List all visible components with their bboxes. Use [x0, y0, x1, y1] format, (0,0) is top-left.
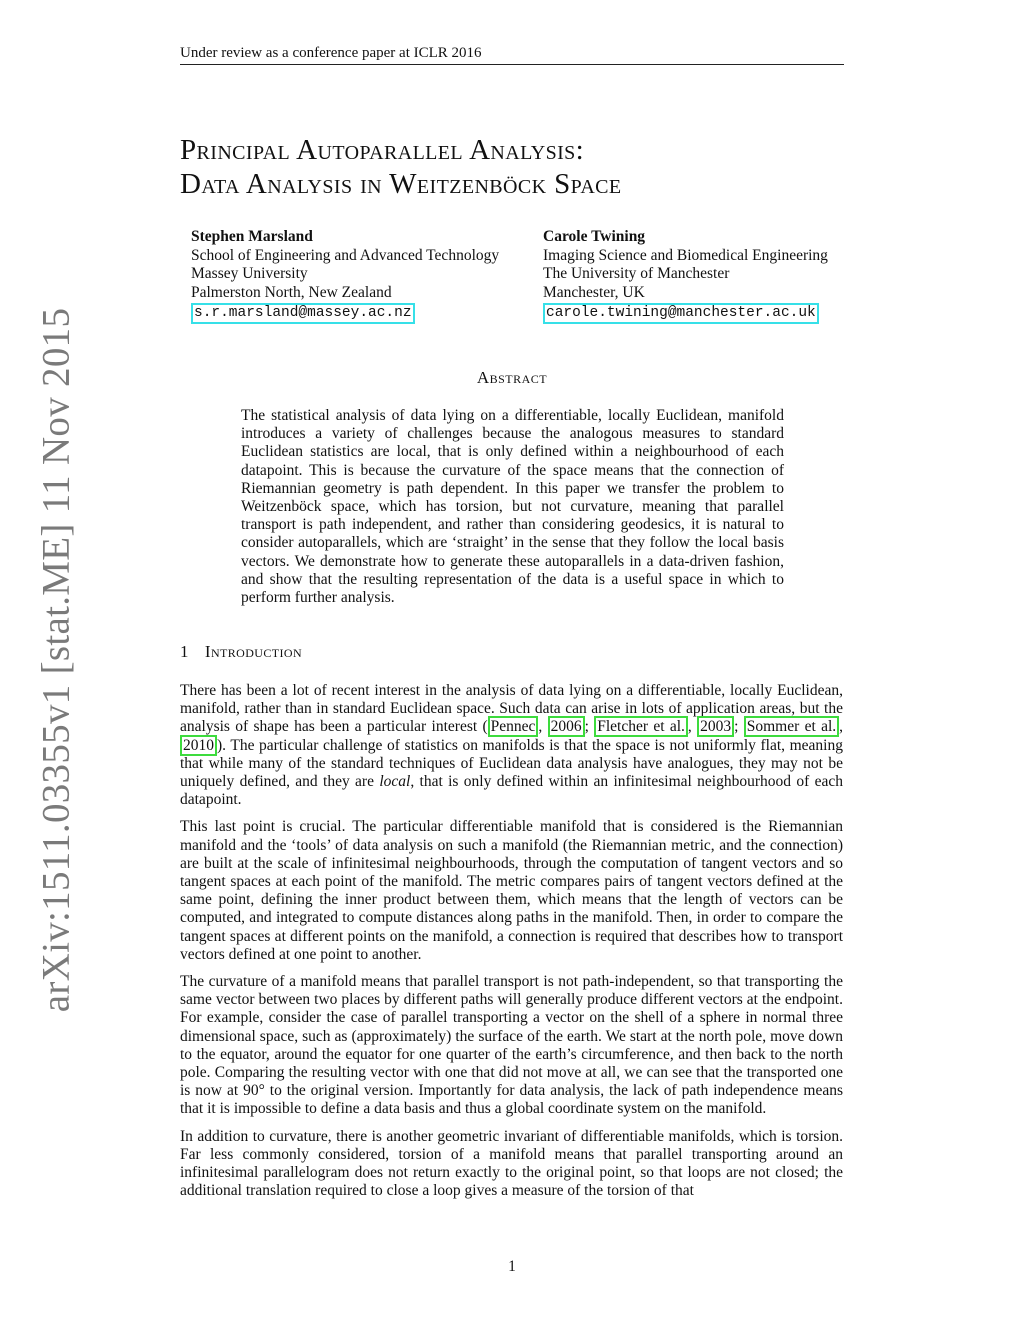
paragraph-text: ,	[687, 718, 698, 736]
author-affiliation: School of Engineering and Advanced Technology	[191, 246, 500, 264]
citation-link[interactable]: 2010	[180, 735, 217, 756]
author-affiliation: Palmerston North, New Zealand	[191, 283, 392, 301]
page-number: 1	[508, 1258, 516, 1275]
paragraph-text: ;	[584, 718, 595, 736]
section-title: Introduction	[204, 642, 303, 661]
paragraph: This last point is crucial. The particular differentiable manifold that is considered is the Riemannian manifold and the ‘tools’ of data analysis on such a manifold (the Riemannian metric, and the connection) are built at the scale of infinitesimal neighbourhoods, through the computation of tangent vectors and so tangent spaces at each point of the manifold. The metric compares pairs of tangent vectors defined at the same point, defining the inner product between them, which means that the length of vectors can be computed, and integrated to compute distances along paths in the manifold. Then, in order to compare the tangent spaces at different points on the manifold, a connection is required that describes how to transport vectors defined at one point to another.	[180, 818, 843, 963]
paper-title	[180, 133, 860, 201]
author-affiliation: Manchester, UK	[543, 283, 645, 301]
citation-link[interactable]: Sommer et al.	[744, 716, 839, 737]
abstract-heading: Abstract	[476, 368, 548, 387]
author-block-2	[543, 228, 828, 324]
paragraph-text: ;	[734, 718, 739, 736]
paragraph-text: ). The particular challenge of statistics on manifolds is that the space is not uniformly flat, meaning that while many of the standard techniques of Euclidean data analysis have analogues, they may not be uniquely defined, and they are	[180, 736, 843, 791]
paragraph: The curvature of a manifold means that parallel transport is not path-independent, so that transporting the same vector between two places by different paths will generally produce different vectors at the endpoint. For example, consider the case of parallel transporting a vector on the shell of a sphere in normal three dimensional space, such as (approximately) the surface of the earth. We start at the north pole, move down to the equator, around the equator for one quarter of the earth’s circumference, and then back to the north pole. Comparing the resulting vector with one that did not move at all, we can see that the transported one is now at 90° to the original version. Importantly for data analysis, the lack of path independence means that it is impossible to define a data basis and thus a global coordinate system on the manifold.	[180, 973, 843, 1118]
section-heading	[180, 642, 302, 662]
citation-link[interactable]: 2003	[697, 716, 734, 737]
author-name: Stephen Marsland	[191, 228, 313, 245]
title-line-1: Principal Autoparallel Analysis:	[180, 134, 585, 166]
author-email-link[interactable]: carole.twining@manchester.ac.uk	[543, 303, 819, 324]
paragraph-text: , that is only defined within an infinitesimal neighbourhood of each datapoint.	[180, 773, 843, 809]
section-number: 1	[180, 642, 189, 661]
author-email-link[interactable]: s.r.marsland@massey.ac.nz	[191, 303, 415, 324]
title-line-2: Data Analysis in Weitzenböck Space	[180, 168, 622, 200]
author-affiliation: The University of Manchester	[543, 265, 730, 282]
author-name: Carole Twining	[543, 228, 646, 245]
author-affiliation: Imaging Science and Biomedical Engineering	[543, 246, 828, 264]
arxiv-identifier: arXiv:1511.03355v1 [stat.ME] 11 Nov 2015	[34, 307, 78, 1013]
author-block-1	[191, 228, 499, 324]
author-affiliation: Massey University	[191, 265, 308, 282]
paragraph-text: ,	[538, 718, 548, 736]
citation-link[interactable]: 2006	[548, 716, 585, 737]
paragraph-text: There has been a lot of recent interest in the analysis of data lying on a differentiable, locally Euclidean, manifold, rather than in standard Euclidean space. Such data can arise in lots of application areas, but the analysis of shape has been a particular interest (	[180, 682, 843, 736]
paragraph: In addition to curvature, there is another geometric invariant of differentiable manifolds, which is torsion. Far less commonly considered, torsion of a manifold means that parallel transporting around an infinitesimal parallelogram does not return exactly to the original point, so that loops are not closed; the additional translation required to close a loop gives a measure of the torsion of that	[180, 1127, 843, 1200]
citation-link[interactable]: Fletcher et al.	[594, 716, 688, 737]
paragraph-text: ,	[839, 718, 844, 736]
emphasis-text: local	[379, 773, 411, 791]
paragraph	[180, 682, 843, 809]
body-text	[180, 682, 843, 1209]
citation-link[interactable]: Pennec	[488, 716, 539, 737]
running-header: Under review as a conference paper at ICLR 2016	[180, 44, 844, 65]
abstract-text: The statistical analysis of data lying on a differentiable, locally Euclidean, manifold introduces a variety of challenges because the analogous measures to standard Euclidean statistics are local, that is only defined within a neighbourhood of each datapoint. This is because the curvature of the space means that the connection of Riemannian geometry is path dependent. In this paper we transfer the problem to Weitzenböck space, which has torsion, but not curvature, meaning that parallel transport is path independent, and rather than considering geodesics, it is natural to consider autoparallels, which are ‘straight’ in the sense that they follow the local basis vectors. We demonstrate how to generate these autoparallels in a data-driven fashion, and show that the resulting representation of the data is a useful space in which to perform further analysis.	[241, 407, 784, 607]
